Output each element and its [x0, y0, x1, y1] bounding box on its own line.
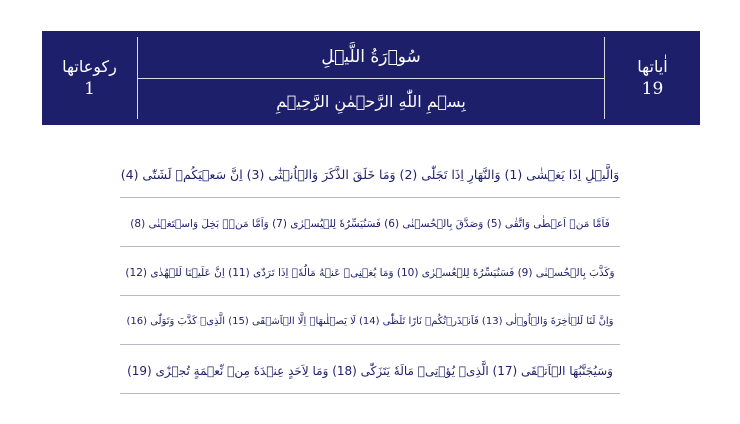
header-divider-horizontal	[138, 78, 604, 79]
ayat-label: اٰياتها	[637, 57, 668, 76]
verse-line: وَاِنَّ لَنَا لَلۡاٰخِرَةَ وَالۡاُوۡلٰى (13) فَاَنۡذَرۡتُكُمۡ نَارًا تَلَظّٰى (14) لَا يَصۡلٰٮهَاۤ اِلَّا الۡاَشۡقَى (15) الَّذِىۡ كَذَّبَ وَتَوَلّٰى (16)	[120, 299, 620, 345]
ayat-count-cell	[605, 31, 700, 125]
ayat-count: 19	[641, 79, 664, 99]
surah-title: سُوۡرَةُ اللَّيۡلِ	[321, 47, 421, 67]
rukus-count-cell	[42, 31, 137, 125]
bismillah: بِسۡمِ اللّٰهِ الرَّحۡمٰنِ الرَّحِيۡمِ	[276, 91, 466, 111]
rukus-label: ركوعاتها	[62, 57, 117, 76]
verse-line: وَكَذَّبَ بِالۡحُسۡنٰى (9) فَسَنُيَسِّرُهٗ لِلۡعُسۡرٰى (10) وَمَا يُغۡنِىۡ عَنۡهُ مَالُهٗۤ اِذَا تَرَدّٰى (11) اِنَّ عَلَيۡنَا لَلۡهُدٰى (12)	[120, 250, 620, 296]
surah-header	[42, 31, 700, 125]
verse-line: وَالَّيۡلِ اِذَا يَغۡشٰى (1) وَالنَّهَارِ اِذَا تَجَلّٰى (2) وَمَا خَلَقَ الذَّكَرَ وَالۡاُنۡثٰٓى (3) اِنَّ سَعۡيَكُمۡ لَشَتّٰى (4)	[120, 152, 620, 198]
verse-line: فَاَمَّا مَنۡ اَعۡطٰى وَاتَّقٰى (5) وَصَدَّقَ بِالۡحُسۡنٰى (6) فَسَنُيَسِّرُهٗ لِلۡيُسۡرٰى (7) وَاَمَّا مَنۡۢ بَخِلَ وَاسۡتَغۡنٰى (8)	[120, 201, 620, 247]
rukus-count: 1	[84, 79, 95, 99]
verse-line: وَسَيُجَنَّبُهَا الۡاَتۡقَى (17) الَّذِىۡ يُؤۡتِىۡ مَالَهٗ يَتَزَكّٰى (18) وَمَا لِاَحَدٍ عِنۡدَهٗ مِنۡ نِّعۡمَةٍ تُجۡزٰٓى (19)	[120, 348, 620, 394]
